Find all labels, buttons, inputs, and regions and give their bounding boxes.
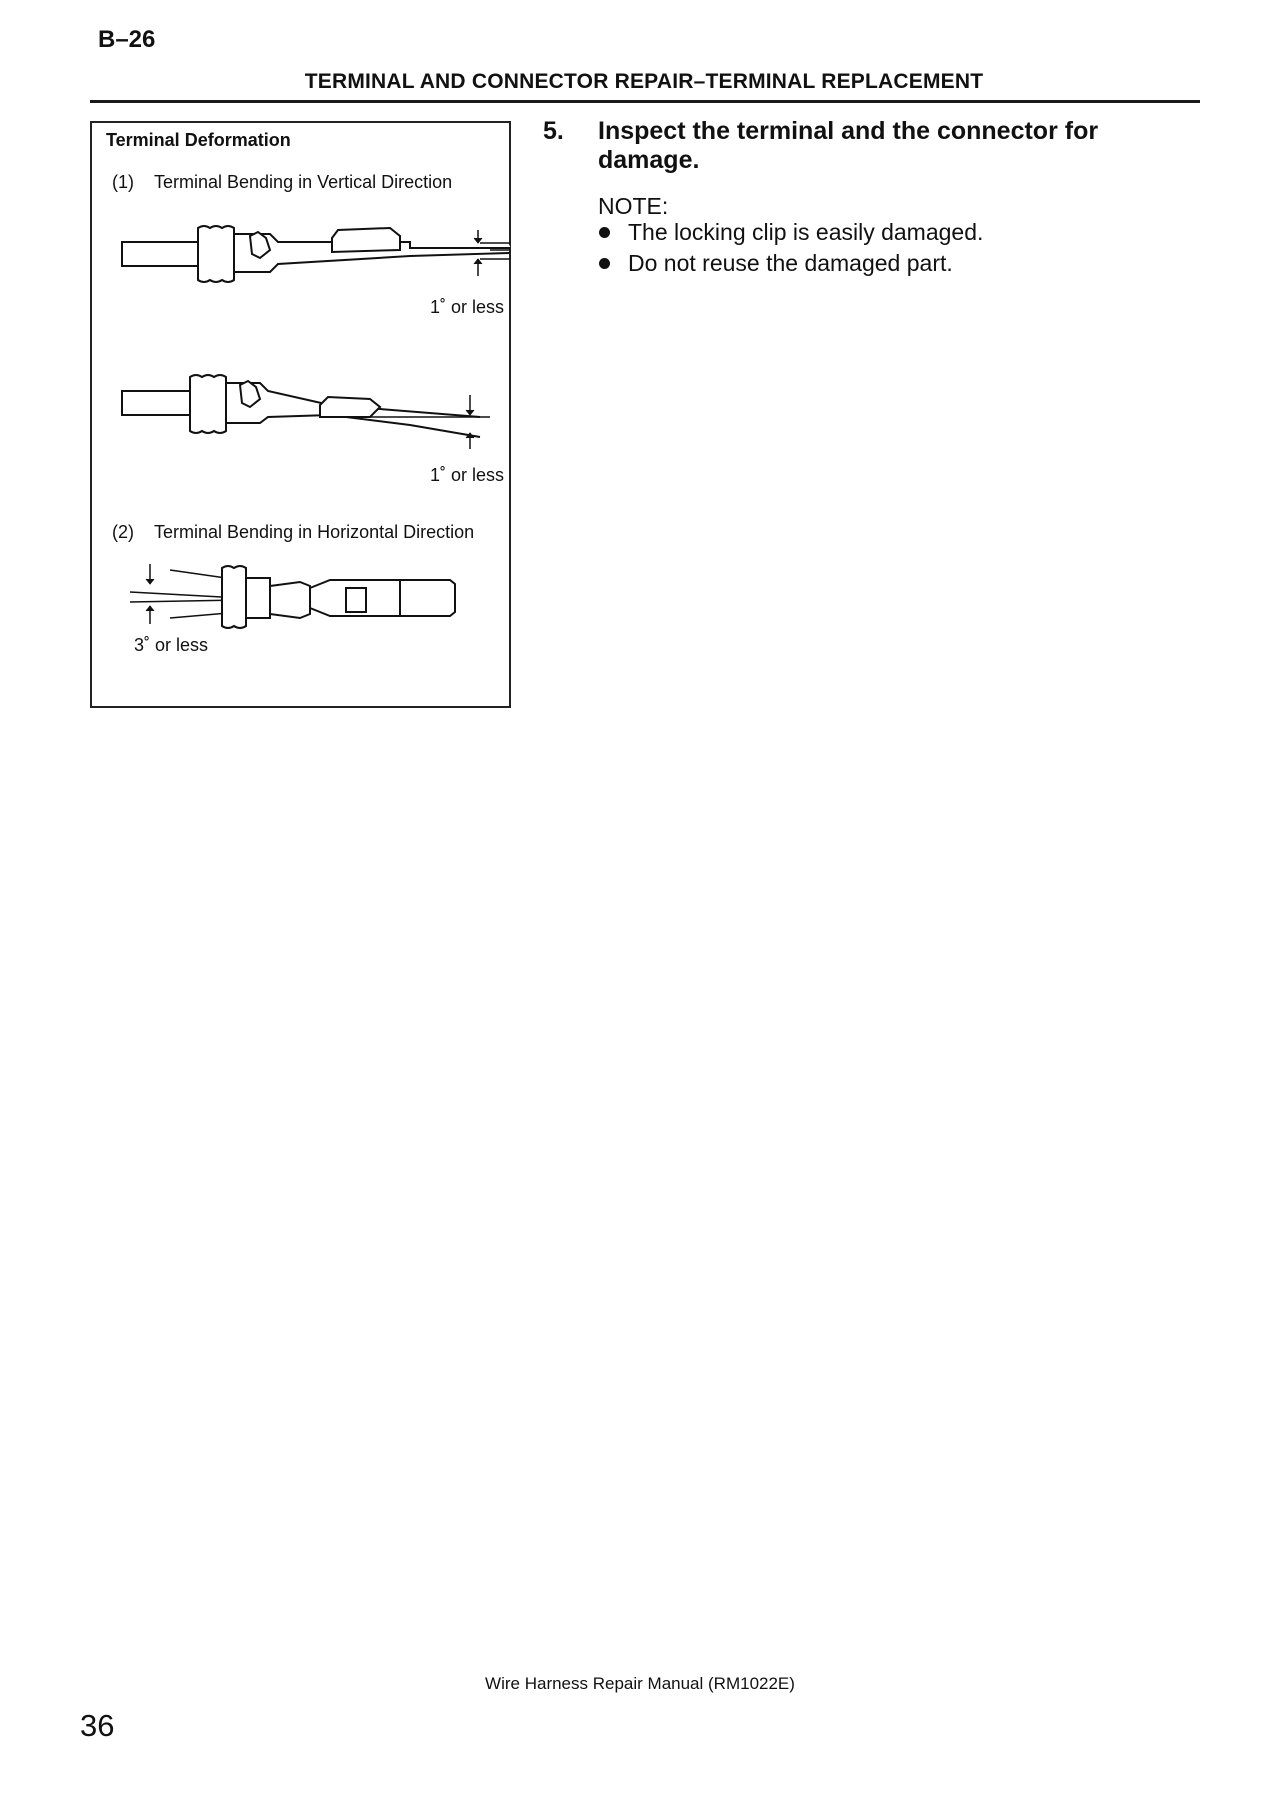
bullet-icon — [599, 258, 610, 269]
page-code: B–26 — [98, 26, 156, 53]
horizontal-bend-diagram — [110, 560, 510, 640]
note-text: Do not reuse the damaged part. — [628, 250, 953, 276]
vertical-bend-diagram-bottom — [110, 365, 510, 455]
figure-item-label: Terminal Bending in Horizontal Direction — [154, 522, 475, 542]
figure-item-number: (1) — [112, 172, 134, 192]
note-item — [596, 217, 983, 248]
page-number: 36 — [80, 1708, 115, 1743]
vertical-bend-diagram-top — [110, 210, 510, 290]
header-rule — [90, 100, 1200, 103]
angle-label: 3˚ or less — [134, 635, 209, 655]
angle-label: 1˚ or less — [430, 297, 505, 317]
note-label: NOTE: — [598, 193, 669, 219]
bullet-icon — [599, 227, 610, 238]
note-list — [596, 217, 983, 279]
figure-item-number: (2) — [112, 522, 134, 542]
figure-item-label: Terminal Bending in Vertical Direction — [154, 172, 453, 192]
step-number: 5. — [543, 117, 564, 145]
note-item — [596, 248, 983, 279]
angle-label: 1˚ or less — [430, 465, 505, 485]
figure-title: Terminal Deformation — [106, 130, 291, 150]
note-text: The locking clip is easily damaged. — [628, 219, 984, 245]
footer-manual-title: Wire Harness Repair Manual (RM1022E) — [485, 1674, 795, 1693]
section-title: TERMINAL AND CONNECTOR REPAIR–TERMINAL REPLACEMENT — [304, 70, 984, 93]
step-text: Inspect the terminal and the connector for damage. — [598, 117, 1099, 174]
